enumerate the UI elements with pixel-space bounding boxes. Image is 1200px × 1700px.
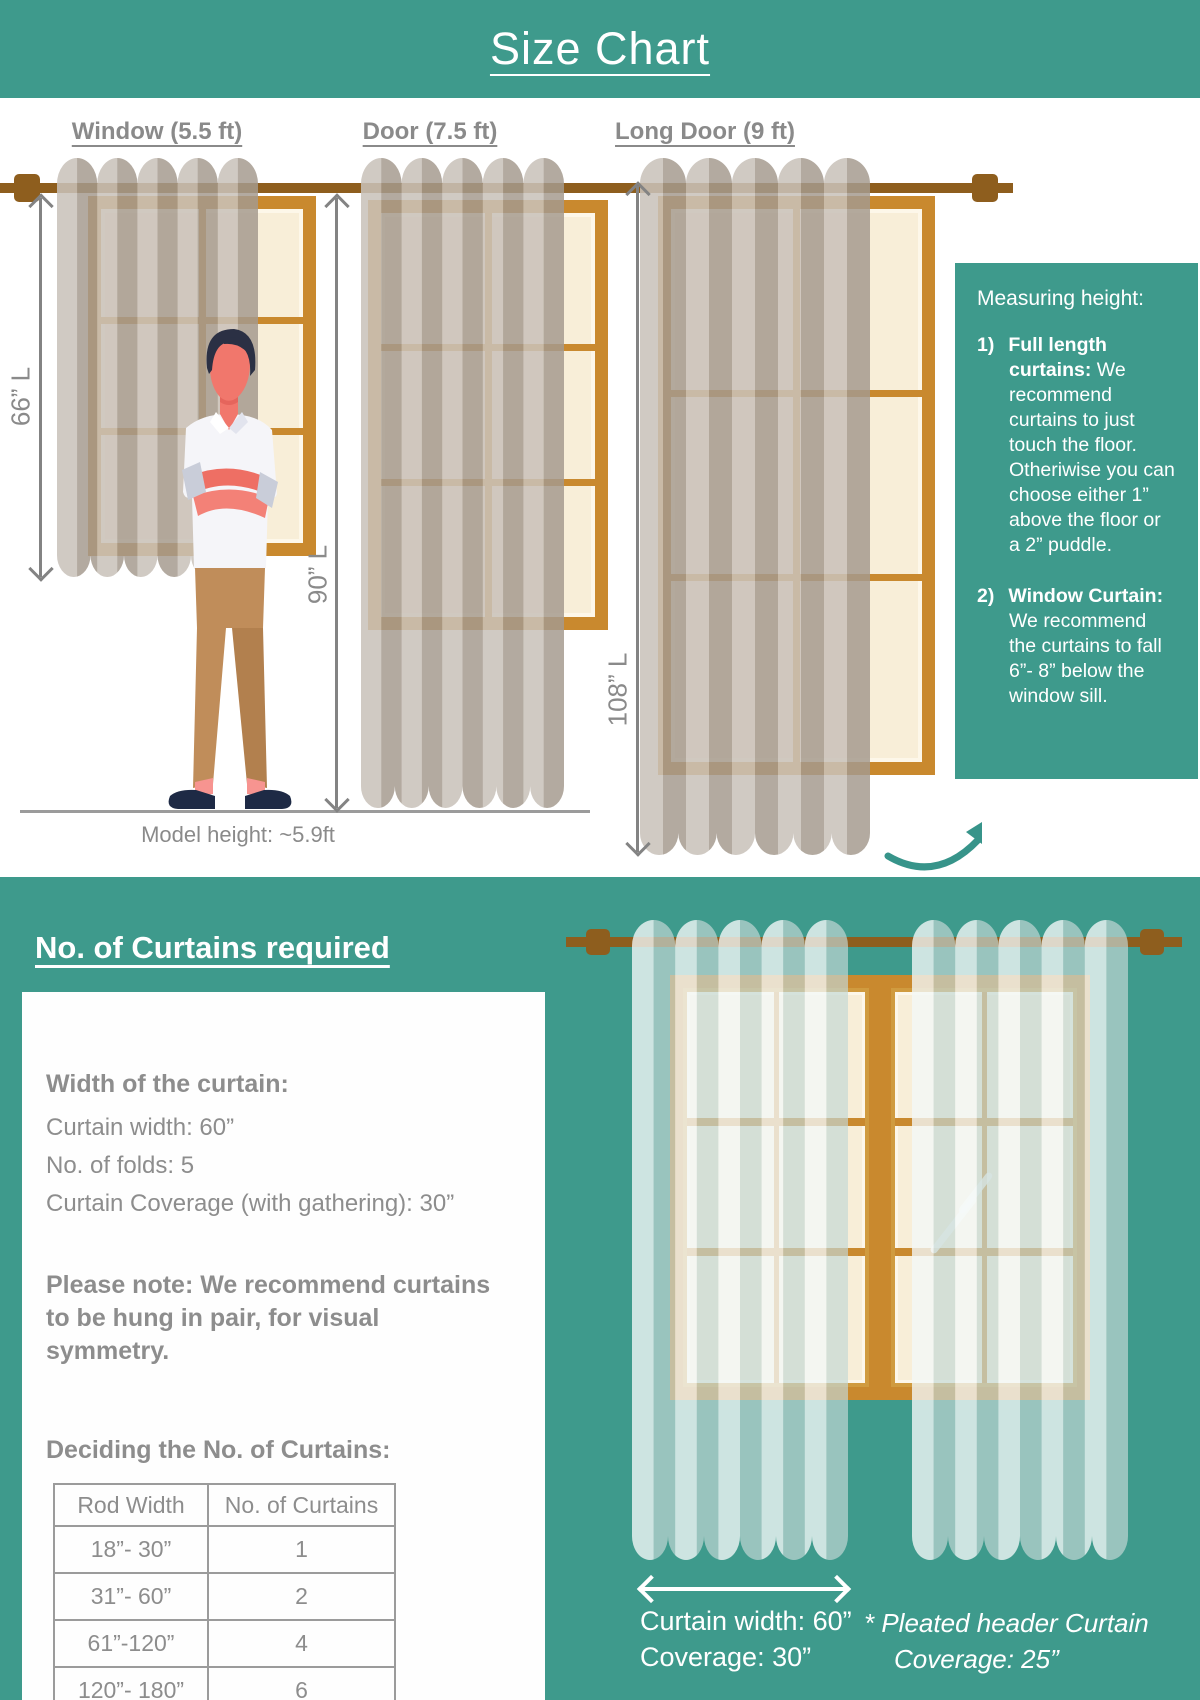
- rod-finial-right: [972, 174, 998, 202]
- rod-width-cell: 120”- 180”: [54, 1667, 208, 1700]
- table-row: [54, 1620, 395, 1667]
- floor-line: [20, 810, 590, 813]
- model-shirt: [182, 412, 278, 568]
- count-cell: 6: [208, 1667, 395, 1700]
- spec-curtain-width: Curtain width: 60”: [46, 1114, 235, 1141]
- table-header-row: [54, 1484, 395, 1526]
- column-label-long-door: Long Door (9 ft): [615, 118, 795, 145]
- col-header-no-curtains: No. of Curtains: [208, 1484, 395, 1526]
- table-title: Deciding the No. of Curtains:: [46, 1436, 391, 1464]
- count-cell: 2: [208, 1573, 395, 1620]
- spec-folds: No. of folds: 5: [46, 1152, 195, 1179]
- count-cell: 1: [208, 1526, 395, 1573]
- curtain-count-table: [53, 1483, 396, 1700]
- pleated-note-line2: Coverage: 25”: [894, 1644, 1059, 1674]
- pleated-note: [864, 1605, 1149, 1677]
- rod-finial-bottom-left: [586, 929, 610, 955]
- curtain-width-label: [640, 1603, 852, 1675]
- length-label-90in: 90” L: [302, 544, 333, 605]
- rod-finial-bottom-right: [1140, 929, 1164, 955]
- measure-arrow-90in: [335, 198, 338, 808]
- length-label-66in: 66” L: [5, 366, 36, 427]
- spec-coverage: Curtain Coverage (with gathering): 30”: [46, 1190, 455, 1217]
- col-header-rod-width: Rod Width: [54, 1484, 208, 1526]
- table-row: [54, 1667, 395, 1700]
- pair-note: Please note: We recommend curtains to be hung in pair, for visual symmetry.: [46, 1271, 491, 1365]
- model-height-label: Model height: ~5.9ft: [141, 822, 335, 847]
- coverage-line: Coverage: 30”: [640, 1642, 812, 1672]
- rod-width-cell: 61”-120”: [54, 1620, 208, 1667]
- curtain-door-90in: [361, 158, 564, 808]
- curtain-long-door-108in: [640, 158, 870, 855]
- measure-arrow-108in: [636, 186, 639, 852]
- page-title: Size Chart: [489, 23, 711, 74]
- length-label-108in: 108” L: [602, 652, 633, 727]
- count-cell: 4: [208, 1620, 395, 1667]
- info-item-window-curtain: 2) Window Curtain: We recommend the curtains to fall 6”- 8” below the window sill.: [977, 585, 1164, 707]
- curtain-width-line: Curtain width: 60”: [640, 1606, 852, 1636]
- model-figure: [162, 326, 298, 812]
- width-title: Width of the curtain:: [46, 1070, 289, 1098]
- header-band: [0, 0, 1200, 98]
- info-item-full-length: 1) Full length curtains: We recommend curtains to just touch the floor. Otheriwise you can choose either 1” above the floor or a 2” puddle.: [977, 334, 1175, 556]
- sheer-curtain-left: [632, 920, 848, 1560]
- info-box-title: Measuring height:: [977, 287, 1144, 310]
- pleated-note-line1: * Pleated header Curtain: [864, 1608, 1149, 1638]
- measure-arrow-66in: [39, 198, 42, 577]
- model-shoes: [169, 790, 292, 809]
- model-pants: [193, 568, 267, 788]
- column-label-door: Door (7.5 ft): [362, 118, 498, 145]
- column-label-window: Window (5.5 ft): [71, 118, 243, 145]
- window-center-divider: [869, 988, 891, 1387]
- rod-width-cell: 31”- 60”: [54, 1573, 208, 1620]
- curved-arrow-icon: [878, 816, 998, 880]
- measuring-height-box: [955, 263, 1198, 779]
- section-heading: No. of Curtains required: [35, 930, 390, 965]
- info-card: [22, 992, 545, 1700]
- table-row: [54, 1526, 395, 1573]
- width-arrow: [642, 1587, 846, 1591]
- sheer-curtain-right: [912, 920, 1128, 1560]
- table-row: [54, 1573, 395, 1620]
- rod-width-cell: 18”- 30”: [54, 1526, 208, 1573]
